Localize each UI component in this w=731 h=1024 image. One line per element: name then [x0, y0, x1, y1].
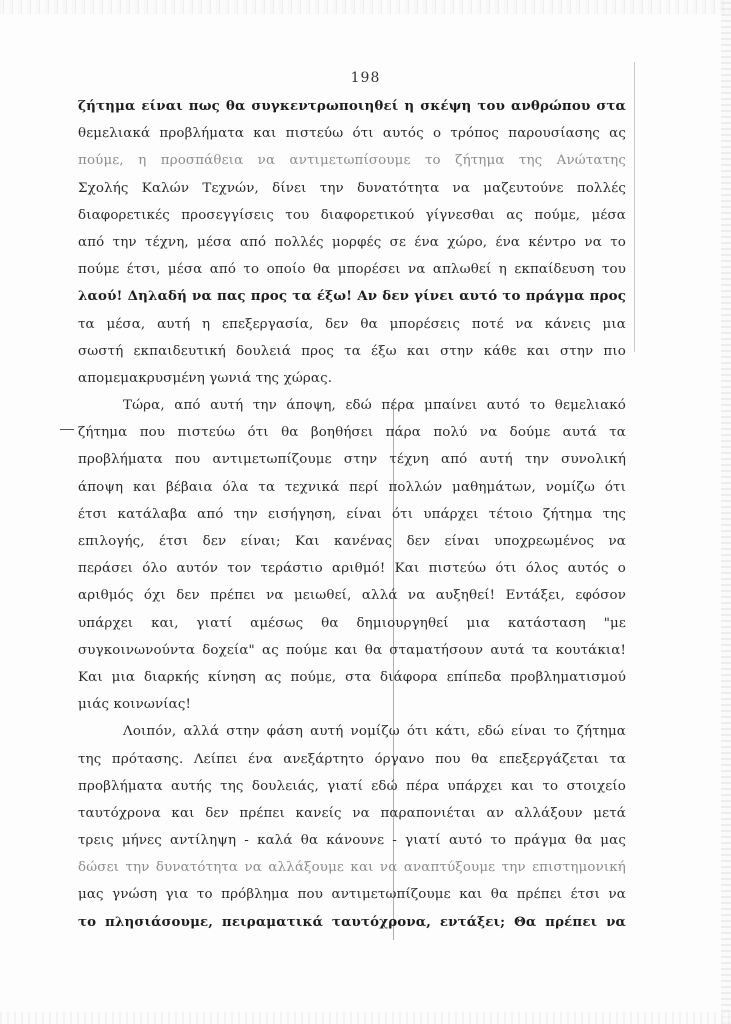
text-line: υπάρχει και, γιατί αμέσως θα δημιουργηθεί μια κατάσταση "με [78, 615, 626, 631]
text-line: Τώρα, από αυτή την άποψη, εδώ πέρα μπαίνει αυτό το θεμελιακό [123, 398, 626, 414]
text-line: περάσει όλο αυτόν τον τεράστιο αριθμό! Και πιστεύω ότι όλος αυτός ο [78, 561, 626, 577]
text-line: από την τέχνη, μέσα από πολλές μορφές σε ένα χώρο, ένα κέντρο να το [78, 234, 626, 250]
text-line: ζήτημα είναι πως θα συγκεντρωποιηθεί η σκέψη του ανθρώπου στα [78, 98, 626, 114]
text-line: πούμε έτσι, μέσα από το οποίο θα μπορέσει να απλωθεί η εκπαίδευση του [78, 262, 626, 278]
text-line: θεμελιακά προβλήματα και πιστεύω ότι αυτός ο τρόπος παρουσίασης ας [78, 126, 626, 142]
text-line: συγκοινωνούντα δοχεία" ας πούμε και θα σταματήσουν αυτά τα κουτάκια! [78, 642, 626, 658]
text-line: τα μέσα, αυτή η επεξεργασία, δεν θα μπορέσεις ποτέ να κάνεις μια [78, 316, 626, 332]
text-line: Και μια διαρκής κίνηση ας πούμε, στα διάφορα επίπεδα προβληματισμού [78, 669, 626, 685]
text-line: μας γνώση για το πρόβλημα που αντιμετωπίζουμε και θα πρέπει έτσι να [78, 887, 626, 903]
scan-edge-bottom [0, 1012, 731, 1024]
text-line: Σχολής Καλών Τεχνών, δίνει την δυνατότητα να μαζευτούνε πολλές [78, 180, 626, 196]
page-number: 198 [350, 70, 381, 86]
text-line: μιάς κοινωνίας! [78, 697, 192, 713]
text-line: λαού! Δηλαδή να πας προς τα έξω! Αν δεν γίνει αυτό το πράγμα προς [78, 288, 626, 305]
text-line: απομεμακρυσμένη γωνιά της χώρας. [78, 370, 333, 386]
text-line: επιλογής, έτσι δεν είναι; Και κανένας δεν είναι υποχρεωμένος να [78, 534, 626, 549]
margin-tick-mark [60, 429, 74, 430]
text-line: προβλήματα αυτής της δουλειάς, γιατί εδώ πέρα υπάρχει και το στοιχείο [78, 778, 626, 794]
text-line: διαφορετικές προσεγγίσεις του διαφορετικού γίγνεσθαι ας πούμε, μέσα [78, 207, 626, 223]
text-line: έτσι κατάλαβα από την εισήγηση, είναι ότι υπάρχει τέτοιο ζήτημα της [78, 506, 626, 522]
text-line: πούμε, η προσπάθεια να αντιμετωπίσουμε το ζήτημα της Ανώτατης [78, 153, 626, 169]
text-line: σωστή εκπαιδευτική δουλειά προς τα έξω και στην κάθε και στην πιο [78, 343, 626, 359]
text-line: ταυτόχρονα και δεν πρέπει κανείς να παραπονιέται αν αλλάξουν μετά [78, 805, 626, 821]
text-line: Λοιπόν, αλλά στην φάση αυτή νομίζω ότι κάτι, εδώ είναι το ζήτημα [123, 724, 626, 740]
text-line: προβλήματα που αντιμετωπίζουμε στην τέχνη από αυτή την συνολική [78, 452, 626, 468]
scan-margin-line [634, 62, 635, 352]
text-line: άποψη και βέβαια όλα τα τεχνικά περί πολλών μαθημάτων, νομίζω ότι [78, 479, 626, 495]
body-text [78, 93, 626, 936]
scan-edge-right [721, 0, 731, 1024]
text-line: τρεις μήνες αντίληψη - καλά θα κάνουνε - γιατί αυτό το πράγμα θα μας [78, 833, 626, 849]
text-line: δώσει την δυνατότητα να αλλάξουμε και να αναπτύξουμε την επιστημονική [78, 860, 626, 876]
text-line: αριθμός όχι δεν πρέπει να μειωθεί, αλλά να αυξηθεί! Εντάξει, εφόσον [78, 588, 626, 604]
scan-edge-top [0, 0, 731, 14]
text-line: το πλησιάσουμε, πειραματικά ταυτόχρονα, εντάξει; Θα πρέπει να [78, 913, 626, 930]
text-line: ζήτημα που πιστεύω ότι θα βοηθήσει πάρα πολύ να δούμε αυτά τα [78, 425, 626, 441]
text-line: της πρότασης. Λείπει ένα ανεξάρτητο όργανο που θα επεξεργάζεται τα [78, 751, 626, 767]
